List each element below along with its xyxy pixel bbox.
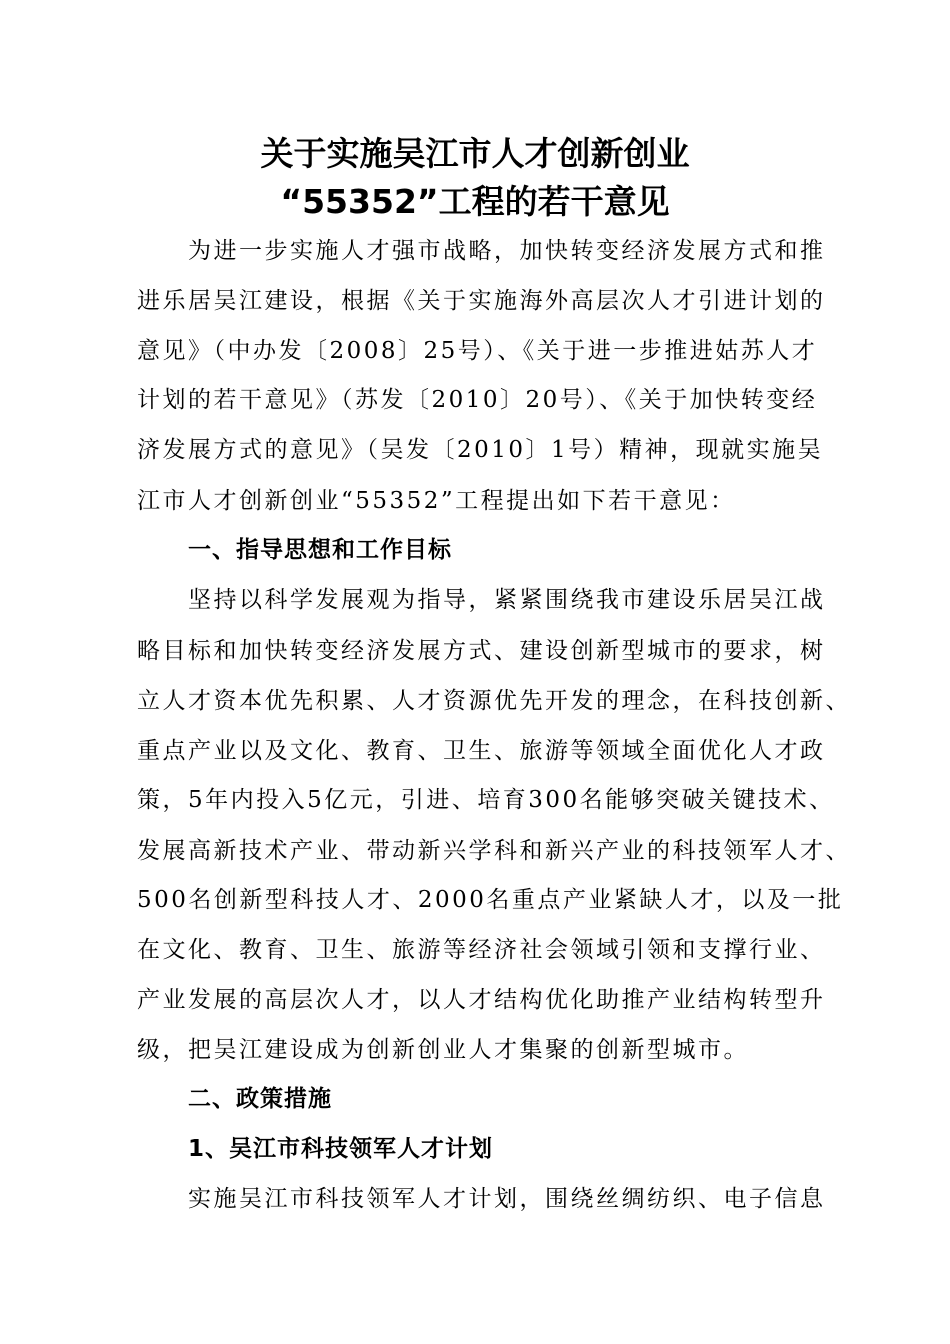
intro-paragraph-line: 意见》（中办发〔2008〕25号）、《关于进一步推进姑苏人才: [137, 338, 818, 364]
section1-paragraph-line: 级，把吴江建设成为创新创业人才集聚的创新型城市。: [137, 1037, 749, 1063]
section1-paragraph-line: 在文化、教育、卫生、旅游等经济社会领域引领和支撑行业、: [137, 937, 826, 963]
section1-paragraph-line: 策，5年内投入5亿元，引进、培育300名能够突破关键技术、: [137, 787, 835, 813]
intro-paragraph-line: 济发展方式的意见》（吴发〔2010〕1号）精神，现就实施吴: [137, 437, 824, 463]
subsection-heading-leading-talent-plan: 1、吴江市科技领军人才计划: [188, 1136, 494, 1162]
document-title-line-1: 关于实施吴江市人才创新创业: [260, 134, 690, 173]
intro-paragraph-line: 为进一步实施人才强市战略，加快转变经济发展方式和推: [188, 238, 826, 264]
intro-paragraph-line: 进乐居吴江建设，根据《关于实施海外高层次人才引进计划的: [137, 288, 826, 314]
section1-paragraph-line: 产业发展的高层次人才，以人才结构优化助推产业结构转型升: [137, 987, 826, 1013]
intro-paragraph-line: 江市人才创新创业“55352”工程提出如下若干意见：: [137, 488, 736, 514]
section1-paragraph-line: 500名创新型科技人才、2000名重点产业紧缺人才，以及一批: [137, 887, 844, 913]
intro-paragraph-line: 计划的若干意见》（苏发〔2010〕20号）、《关于加快转变经: [137, 387, 818, 413]
section1-paragraph-line: 立人才资本优先积累、人才资源优先开发的理念，在科技创新、: [137, 688, 851, 714]
section-heading-policy-measures: 二、政策措施: [188, 1086, 332, 1112]
section1-paragraph-line: 略目标和加快转变经济发展方式、建设创新型城市的要求，树: [137, 638, 826, 664]
section1-paragraph-line: 发展高新技术产业、带动新兴学科和新兴产业的科技领军人才、: [137, 838, 851, 864]
section1-paragraph-line: 重点产业以及文化、教育、卫生、旅游等领域全面优化人才政: [137, 738, 826, 764]
section1-paragraph-line: 坚持以科学发展观为指导，紧紧围绕我市建设乐居吴江战: [188, 587, 826, 613]
document-title-line-2: “55352”工程的若干意见: [280, 182, 670, 221]
section-heading-guiding-ideology: 一、指导思想和工作目标: [188, 537, 452, 563]
subsection1-paragraph-line: 实施吴江市科技领军人才计划，围绕丝绸纺织、电子信息: [188, 1186, 826, 1212]
